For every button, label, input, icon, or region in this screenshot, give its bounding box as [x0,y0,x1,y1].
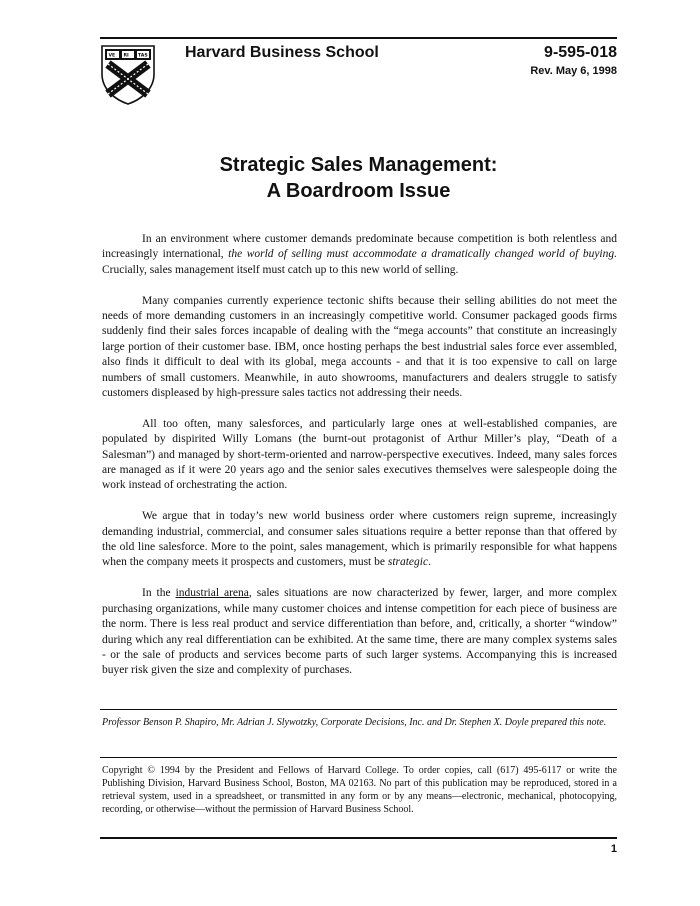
logo-book-text: VE [108,53,116,59]
school-name: Harvard Business School [185,44,379,61]
copyright-rule [100,757,617,758]
p1-text-end: Crucially, sales management itself must catch up to this new world of selling. [102,263,459,276]
title-line-1: Strategic Sales Management: [219,154,498,176]
author-footnote: Professor Benson P. Shapiro, Mr. Adrian J. Slywotzky, Corporate Decisions, Inc. and Dr. Stephen X. Doyle prepared this note. [102,717,607,728]
p1-text: In an environment where customer demands predominate because competition is both relentless and increasingly international, [102,233,617,261]
paragraph-3: All too often, many salesforces, and particularly large ones at well-established companies, are populated by dispirited Willy Lomans (the burnt-out protagonist of Arthur Miller’s play, “Death of a Salesman”) and managed by short-term-oriented and narrow-perspective executives. Indeed, many sales forces are managed as if it were 20 years ago and the senior sales executives themselves were salespeople doing the work instead of orchestrating the action. [102,417,617,492]
header-rule [100,37,617,39]
svg-text:RI: RI [123,53,129,59]
p5-text-end: , sales situations are now characterized by fewer, larger, and more complex purchasing organizations, while many customer choices and intense competition for each piece of business are the norm. There is less real product and service differentiation than before, and, critically, a shorter “window” during which any real differentiation can be exhibited. At the same time, there are many complex systems sales - or the sale of products and services become parts of such larger systems. Accompanying this is increased buyer risk given the size and complexity of purchases. [102,587,617,677]
revision-date: Rev. May 6, 1998 [530,65,617,77]
p4-text: We argue that in today’s new world business order where customers reign supreme, increasingly demanding industrial, commercial, and consumer sales situations require a better reponse than that offered by the old line salesforce. More to the point, sales management, which is primarily responsible for what happens when the company meets it prospects and customers, must be [102,510,617,569]
footnote-rule [100,709,617,710]
page-number: 1 [610,843,617,855]
body-text [102,232,617,694]
paragraph-5 [102,586,617,678]
paragraph-1 [102,232,617,278]
p4-text-end: . [428,556,431,569]
paragraph-2: Many companies currently experience tectonic shifts because their selling abilities do not meet the needs of more demanding customers in an increasingly competitive world. Consumer packaged goods firms suddenly find their sales forces incapable of dealing with the “mega accounts” that constitute an increasingly large portion of their customer base. IBM, once hosting perhaps the best industrial sales force ever assembled, also finds it difficult to deal with its global, mega accounts - and that it is too expensive to call on large numbers of small customers. Meanwhile, in auto showrooms, manufacturers and dealers struggle to satisfy customers displeased by high-pressure sales tactics not addressing their needs. [102,294,617,400]
p5-underlined: industrial arena [175,587,249,600]
hbs-shield-icon [100,44,156,106]
title-line-2: A Boardroom Issue [266,180,451,202]
svg-text:TAS: TAS [138,53,148,59]
paragraph-4 [102,509,617,571]
case-number: 9-595-018 [544,44,617,61]
copyright-notice: Copyright © 1994 by the President and Fellows of Harvard College. To order copies, call (617) 495-6117 or write the Publishing Division, Harvard Business School, Boston, MA 02163. No part of this publication may be reproduced, stored in a retrieval system, used in a spreadsheet, or transmitted in any form or by any means—electronic, mechanical, photocopying, recording, or otherwise—without the permission of Harvard Business School. [102,765,617,815]
document-title [100,152,617,204]
p5-text: In the [142,587,176,600]
p4-italic: strategic [387,556,429,569]
footer-rule [100,837,617,839]
p1-italic: the world of selling must accommodate a dramatically changed world of buying. [228,248,618,261]
